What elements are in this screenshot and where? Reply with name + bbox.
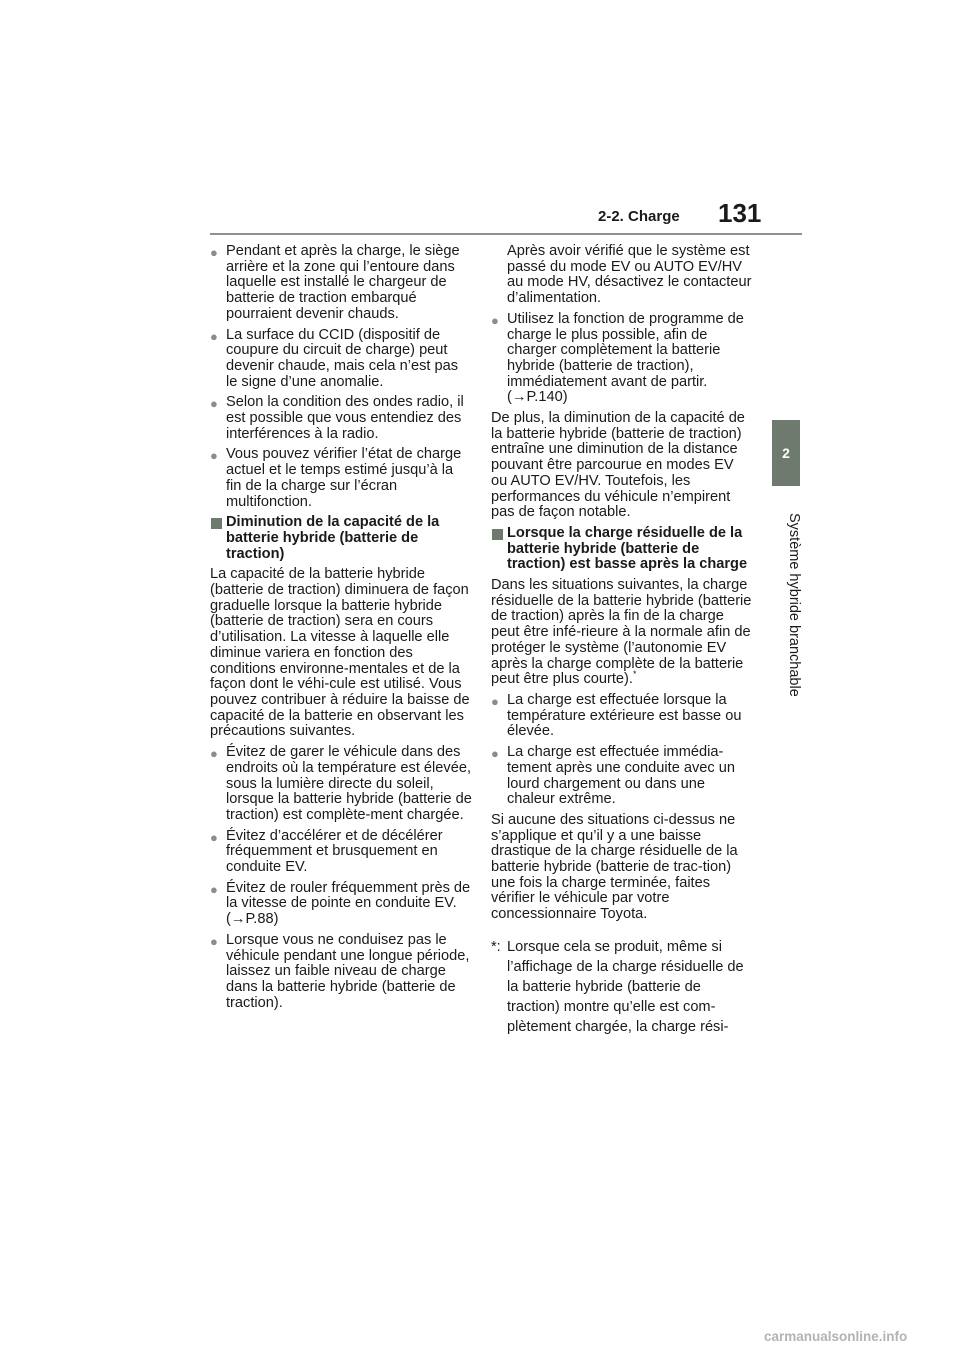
page-number: 131 bbox=[718, 198, 762, 228]
bullet-icon: ● bbox=[210, 933, 218, 949]
bullet-icon: ● bbox=[491, 746, 499, 762]
list-item: ● Utilisez la fonction de programme de charge le plus possible, afin de charger complètement la batterie hybride (batterie de traction), immédiatement avant de partir. (→P.140) bbox=[491, 310, 744, 406]
body-paragraph: Si aucune des situations ci-dessus ne s’applique et qu’il y a une baisse drastique de la charge résiduelle de la batterie hybride (batterie de trac-tion) une fois la charge terminée, faites vérifier le véhicule par votre concessionnaire Toyota. bbox=[491, 811, 738, 923]
list-item: ● Évitez de rouler fréquemment près de la vitesse de pointe en conduite EV. (→P.88) bbox=[210, 879, 471, 928]
chapter-tab-label: Système hybride branchable bbox=[786, 513, 802, 697]
bullet-icon: ● bbox=[491, 693, 499, 709]
bullet-icon: ● bbox=[210, 881, 218, 897]
section-heading: Lorsque la charge résiduelle de la batterie hybride (batterie de traction) est basse après la charge bbox=[491, 526, 753, 573]
list-item: ● La surface du CCID (dispositif de coupure du circuit de charge) peut devenir chaude, mais cela n’est pas le signe d’une anomalie. bbox=[210, 326, 459, 390]
body-paragraph: De plus, la diminution de la capacité de la batterie hybride (batterie de traction) entraîne une diminution de la distance pouvant être parcourue en modes EV ou AUTO EV/HV. Toutefois, les performances du véhicule n’empirent pas de façon notable. bbox=[491, 410, 745, 521]
body-paragraph: La capacité de la batterie hybride (batterie de traction) diminuera de façon graduelle lorsque la batterie hybride (batterie de traction) sera en cours d’utilisation. La vitesse à laquelle elle diminue variera en fonction des conditions environne-mentales et de la façon dont le véhi-cule est utilisé. Vous pouvez contribuer à réduire la baisse de capacité de la batterie en observant les précautions suivantes. bbox=[210, 566, 470, 740]
footnote: *: Lorsque cela se produit, même si l’affichage de la charge résiduelle de la batterie hybride (batterie de traction) montre qu’elle est com-plètement chargée, la charge rési- bbox=[491, 939, 744, 1036]
list-item: ● Vous pouvez vérifier l’état de charge actuel et le temps estimé jusqu’à la fin de la charge sur l’écran multifonction. bbox=[210, 446, 462, 510]
list-item: ● Selon la condition des ondes radio, il est possible que vous entendiez des interférences à la radio. bbox=[210, 394, 464, 442]
bullet-icon: ● bbox=[210, 829, 218, 845]
watermark: carmanualsonline.info bbox=[764, 1329, 908, 1344]
list-item: ● La charge est effectuée immédia-tement après une conduite avec un lourd chargement ou dans une chaleur extrême. bbox=[491, 744, 735, 808]
list-item-continuation: Après avoir vérifié que le système est passé du mode EV ou AUTO EV/HV au mode HV, désactivez le contacteur d’alimentation. bbox=[507, 243, 752, 307]
square-icon bbox=[492, 529, 503, 540]
list-item: ● Lorsque vous ne conduisez pas le véhicule pendant une longue période, laissez un faible niveau de charge dans la batterie hybride (batterie de traction). bbox=[210, 931, 470, 1011]
bullet-icon: ● bbox=[210, 448, 218, 464]
section-heading: Diminution de la capacité de la batterie hybride (batterie de traction) bbox=[210, 515, 472, 562]
list-item: ● Évitez d’accélérer et de décélérer fréquemment et brusquement en conduite EV. bbox=[210, 827, 443, 876]
list-item: ● Pendant et après la charge, le siège arrière et la zone qui l’entoure dans laquelle est installé le chargeur de batterie de traction embarqué pourraient devenir chauds. bbox=[210, 243, 460, 322]
chapter-tab: 2 bbox=[772, 420, 800, 486]
right-column bbox=[491, 244, 753, 1052]
list-item: ● La charge est effectuée lorsque la température extérieure est basse ou élevée. bbox=[491, 691, 742, 740]
section-title: 2-2. Charge bbox=[598, 208, 680, 225]
square-icon bbox=[211, 518, 222, 529]
left-column bbox=[210, 244, 472, 1016]
bullet-icon: ● bbox=[210, 245, 218, 260]
bullet-icon: ● bbox=[491, 312, 499, 328]
bullet-icon: ● bbox=[210, 396, 218, 412]
footnote-mark: *: bbox=[491, 939, 501, 956]
footnote-ref: * bbox=[632, 669, 637, 680]
bullet-icon: ● bbox=[210, 746, 218, 762]
bullet-icon: ● bbox=[210, 328, 218, 344]
list-item: ● Évitez de garer le véhicule dans des endroits où la température est élevée, sous la lumière directe du soleil, lorsque la batterie hybride (batterie de traction) est complète-ment chargée. bbox=[210, 744, 472, 823]
header-rule bbox=[210, 233, 802, 235]
body-paragraph: Dans les situations suivantes, la charge résiduelle de la batterie hybride (batterie de traction) après la fin de la charge peut être infé-rieure à la normale afin de protéger le système (l’autonomie EV après la charge complète de la batterie peut être plus courte).* bbox=[491, 577, 752, 688]
